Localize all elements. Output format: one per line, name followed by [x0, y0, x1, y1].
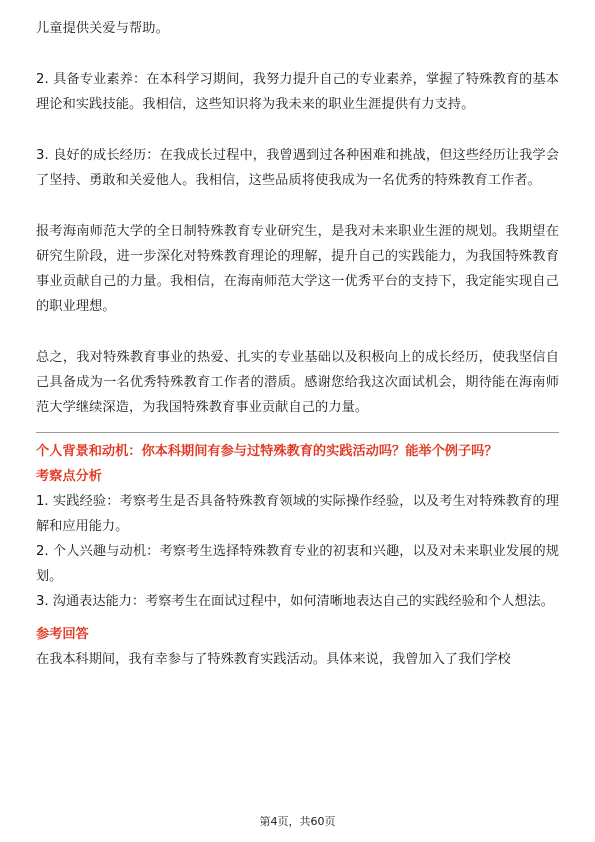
analysis-point-1: 1. 实践经验：考察考生是否具备特殊教育领域的实际操作经验，以及考生对特殊教育的理解和应用能力。: [36, 494, 559, 534]
analysis-point-3: 3. 沟通表达能力：考察考生在面试过程中，如何清晰地表达自己的实践经验和个人想法。: [36, 594, 554, 609]
section-divider: [36, 432, 559, 433]
strength-item-2: 2. 具备专业素养：在本科学习期间，我努力提升自己的专业素养，掌握了特殊教育的基本理论和实践技能。我相信，这些知识将为我未来的职业生涯提供有力支持。: [36, 72, 559, 112]
answer-text: 在我本科期间，我有幸参与了特殊教育实践活动。具体来说，我曾加入了我们学校: [36, 652, 511, 667]
analysis-point-2: 2. 个人兴趣与动机：考察考生选择特殊教育专业的初衷和兴趣，以及对未来职业发展的规划。: [36, 544, 559, 584]
interview-question: 个人背景和动机：你本科期间有参与过特殊教育的实践活动吗？能举个例子吗？: [36, 444, 498, 459]
intro-tail-text: 儿童提供关爱与帮助。: [36, 21, 169, 36]
page-footer: 第4页，共60页: [259, 815, 336, 828]
conclusion-paragraph: 总之，我对特殊教育事业的热爱、扎实的专业基础以及积极向上的成长经历，使我坚信自己具备成为一名优秀特殊教育工作者的潜质。感谢您给我这次面试机会，期待能在海南师范大学继续深造，为我国特殊教育事业贡献自己的力量。: [36, 350, 559, 415]
document-page: [36, 16, 559, 672]
analysis-heading: 考察点分析: [36, 469, 102, 484]
answer-heading: 参考回答: [36, 627, 89, 642]
plan-paragraph: 报考海南师范大学的全日制特殊教育专业研究生，是我对未来职业生涯的规划。我期望在研究生阶段，进一步深化对特殊教育理论的理解，提升自己的实践能力，为我国特殊教育事业贡献自己的力量。我相信，在海南师范大学这一优秀平台的支持下，我定能实现自己的职业理想。: [36, 224, 559, 314]
strength-item-3: 3. 良好的成长经历：在我成长过程中，我曾遇到过各种困难和挑战，但这些经历让我学会了坚持、勇敢和关爱他人。我相信，这些品质将使我成为一名优秀的特殊教育工作者。: [36, 148, 559, 188]
